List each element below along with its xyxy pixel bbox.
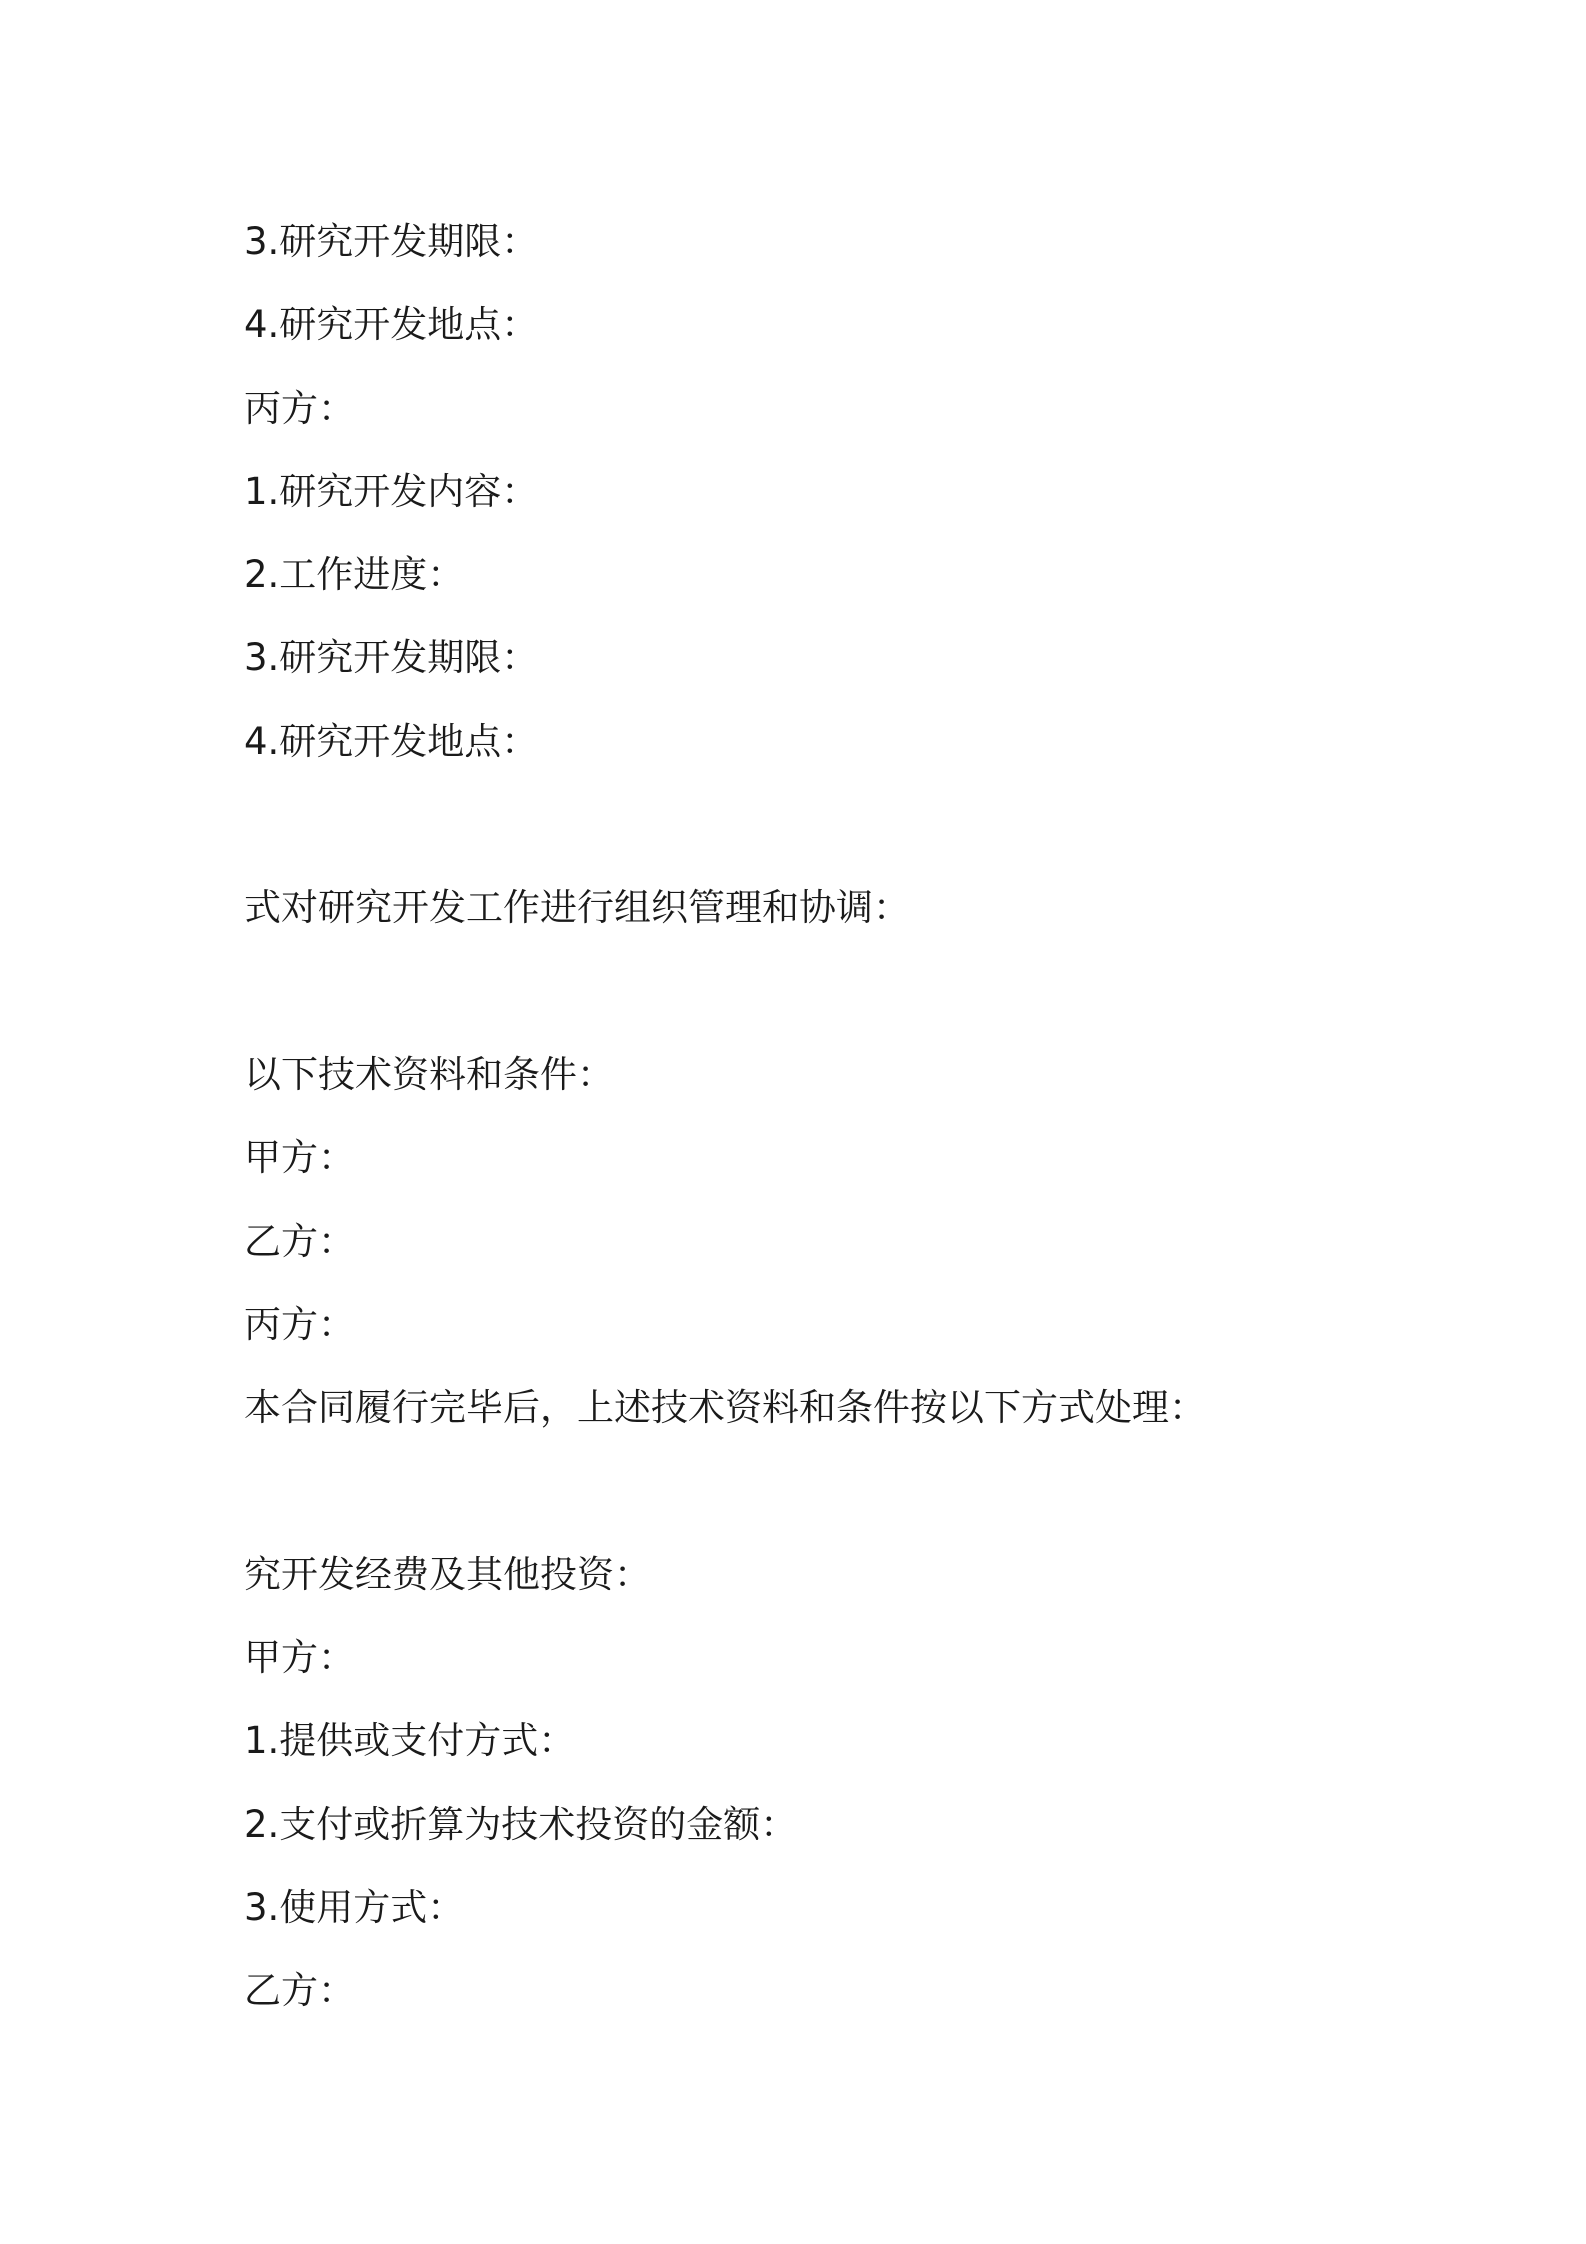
item-line: 4.研究开发地点： — [244, 303, 539, 347]
item-line: 1.提供或支付方式： — [244, 1719, 576, 1763]
clause-4 — [244, 950, 1368, 1033]
item-line: 2.支付或折算为技术投资的金额： — [244, 1802, 798, 1846]
clause-continuation: 以下技术资料和条件： — [244, 1052, 614, 1096]
paragraph: 本合同履行完毕后，上述技术资料和条件按以下方式处理： — [244, 1386, 1206, 1430]
party-heading: 丙方： — [244, 1302, 355, 1346]
clause-continuation: 究开发经费及其他投资： — [244, 1552, 651, 1596]
party-heading: 甲方： — [244, 1136, 355, 1180]
party-heading: 丙方： — [244, 386, 355, 430]
clause-5 — [244, 1449, 1368, 1532]
item-line: 3.研究开发期限： — [244, 220, 539, 263]
document-body — [244, 200, 1368, 2033]
item-line: 3.研究开发期限： — [244, 636, 539, 680]
item-line: 1.研究开发内容： — [244, 469, 539, 513]
item-line: 2.工作进度： — [244, 553, 465, 597]
clause-3 — [244, 783, 1368, 866]
party-heading: 甲方： — [244, 1636, 355, 1680]
party-heading: 乙方： — [244, 1969, 355, 2013]
clause-continuation: 式对研究开发工作进行组织管理和协调： — [244, 886, 910, 930]
item-line: 4.研究开发地点： — [244, 719, 539, 763]
item-line: 3.使用方式： — [244, 1885, 465, 1929]
party-heading: 乙方： — [244, 1219, 355, 1263]
